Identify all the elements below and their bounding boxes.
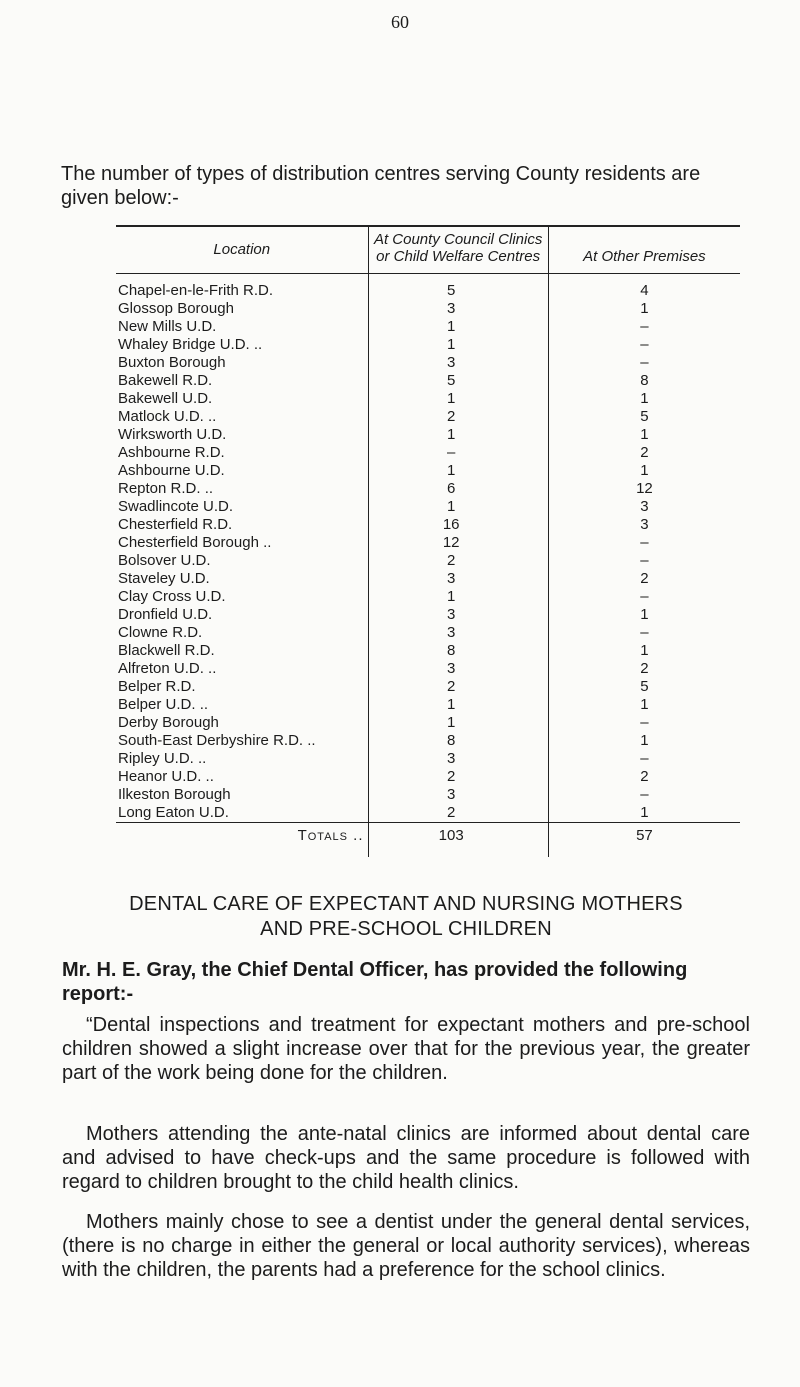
location-name: Dronfield U.D. [118, 606, 213, 623]
other-premises-count: 2 [640, 660, 649, 677]
county-council-count: 1 [368, 462, 548, 480]
other-premises-count: 1 [640, 732, 649, 749]
other-premises-count: – [640, 750, 649, 767]
table-row [116, 750, 740, 768]
county-council-count: 1 [368, 318, 548, 336]
location-cell [116, 570, 368, 588]
table-row [116, 516, 740, 534]
county-council-count: 1 [368, 426, 548, 444]
other-premises-count: – [640, 318, 649, 335]
header-location: Location [116, 226, 368, 274]
table-row [116, 372, 740, 390]
other-premises-count: 2 [640, 570, 649, 587]
location-cell [116, 714, 368, 732]
location-name: Whaley Bridge U.D. .. [118, 336, 263, 353]
page-number: 60 [391, 12, 409, 32]
location-cell [116, 606, 368, 624]
county-council-count: 16 [368, 516, 548, 534]
other-premises-count: 1 [640, 300, 649, 317]
county-council-count: 5 [368, 274, 548, 301]
other-premises-count: 4 [640, 282, 649, 299]
location-name: Ilkeston Borough [118, 786, 231, 803]
county-council-count: 3 [368, 624, 548, 642]
section-heading [62, 892, 750, 942]
location-name: Bolsover U.D. [118, 552, 211, 569]
location-name: Ashbourne R.D. [118, 444, 225, 461]
county-council-count: 6 [368, 480, 548, 498]
county-council-count: 8 [368, 732, 548, 750]
location-name: Chesterfield Borough .. [118, 534, 272, 551]
location-name: Buxton Borough [118, 354, 226, 371]
location-name: Clay Cross U.D. [118, 588, 226, 605]
county-council-count: 3 [368, 570, 548, 588]
county-council-count: 1 [368, 498, 548, 516]
county-council-count: 2 [368, 804, 548, 823]
location-cell [116, 372, 368, 390]
table-row [116, 642, 740, 660]
location-cell [116, 516, 368, 534]
county-council-count: 2 [368, 552, 548, 570]
county-council-count: 3 [368, 786, 548, 804]
location-cell [116, 318, 368, 336]
location-name: Blackwell R.D. [118, 642, 215, 659]
location-cell [116, 642, 368, 660]
location-name: Bakewell R.D. [118, 372, 213, 389]
location-cell [116, 732, 368, 750]
other-premises-count: 2 [640, 444, 649, 461]
header-other-premises: At Other Premises [548, 226, 740, 274]
location-name: Ripley U.D. .. [118, 750, 207, 767]
location-name: Bakewell U.D. [118, 390, 213, 407]
paragraph-1: “Dental inspections and treatment for expectant mothers and pre-school children showed a slight increase over that for the previous year, the greater part of the work being done for the children. [62, 1014, 750, 1084]
location-name: Staveley U.D. [118, 570, 210, 587]
heading-line-1: DENTAL CARE OF EXPECTANT AND NURSING MOTHERS [129, 893, 683, 915]
location-name: Ashbourne U.D. [118, 462, 225, 479]
location-name: Chapel-en-le-Frith R.D. [118, 282, 274, 299]
other-premises-count: 1 [640, 804, 649, 821]
county-council-count: 3 [368, 354, 548, 372]
header-county-council: At County Council Clinics or Child Welfare Centres [368, 226, 548, 274]
location-name: Alfreton U.D. .. [118, 660, 217, 677]
other-premises-count: 3 [640, 516, 649, 533]
county-council-count: 1 [368, 336, 548, 354]
other-premises-count: 1 [640, 642, 649, 659]
location-name: Wirksworth U.D. [118, 426, 227, 443]
location-name: New Mills U.D. [118, 318, 217, 335]
other-premises-count: – [640, 624, 649, 641]
location-cell [116, 678, 368, 696]
location-cell [116, 426, 368, 444]
county-council-count: 3 [368, 660, 548, 678]
other-premises-count: 1 [640, 390, 649, 407]
location-cell [116, 336, 368, 354]
location-cell [116, 444, 368, 462]
location-name: Belper U.D. .. [118, 696, 209, 713]
location-name: Matlock U.D. .. [118, 408, 217, 425]
table-row [116, 426, 740, 444]
other-premises-count: 12 [636, 480, 653, 497]
table-row [116, 714, 740, 732]
other-premises-count: – [640, 588, 649, 605]
table-row [116, 444, 740, 462]
other-premises-count: 1 [640, 696, 649, 713]
county-council-count: 5 [368, 372, 548, 390]
other-premises-count: 8 [640, 372, 649, 389]
other-premises-count: – [640, 786, 649, 803]
other-premises-count: 1 [640, 606, 649, 623]
other-premises-count: – [640, 552, 649, 569]
table-row [116, 318, 740, 336]
paragraph-2: Mothers attending the ante-natal clinics are informed about dental care and advised to have check-ups and the same procedure is followed with regard to children brought to the child health clinics. [62, 1123, 750, 1193]
totals-label: Totals .. [116, 823, 368, 858]
location-name: Glossop Borough [118, 300, 234, 317]
table-row [116, 552, 740, 570]
other-premises-count: – [640, 714, 649, 731]
other-premises-count: 2 [640, 768, 649, 785]
location-cell [116, 462, 368, 480]
county-council-count: 3 [368, 300, 548, 318]
table-row [116, 588, 740, 606]
other-premises-count: 3 [640, 498, 649, 515]
table-row [116, 534, 740, 552]
other-premises-count: 5 [640, 678, 649, 695]
other-premises-count: – [640, 336, 649, 353]
table-body [116, 274, 740, 858]
table-row [116, 786, 740, 804]
location-cell [116, 480, 368, 498]
location-name: South-East Derbyshire R.D. .. [118, 732, 316, 749]
location-cell [116, 354, 368, 372]
table-row [116, 768, 740, 786]
table-row [116, 300, 740, 318]
location-cell [116, 408, 368, 426]
location-cell [116, 534, 368, 552]
location-cell [116, 768, 368, 786]
table-row [116, 354, 740, 372]
county-council-count: 1 [368, 696, 548, 714]
table-row [116, 480, 740, 498]
location-name: Belper R.D. [118, 678, 196, 695]
county-council-count: 1 [368, 588, 548, 606]
table-row [116, 570, 740, 588]
location-name: Long Eaton U.D. [118, 804, 229, 821]
table-row [116, 498, 740, 516]
location-cell [116, 750, 368, 768]
county-council-count: 2 [368, 408, 548, 426]
location-cell [116, 498, 368, 516]
county-council-count: 2 [368, 678, 548, 696]
table-row [116, 732, 740, 750]
table-row [116, 660, 740, 678]
report-intro: Mr. H. E. Gray, the Chief Dental Officer, has provided the following report:- [62, 959, 688, 1005]
other-premises-count: 1 [640, 462, 649, 479]
county-council-count: 2 [368, 768, 548, 786]
table-row [116, 390, 740, 408]
other-premises-count: – [640, 534, 649, 551]
location-name: Chesterfield R.D. [118, 516, 233, 533]
county-council-count: 1 [368, 390, 548, 408]
location-cell [116, 786, 368, 804]
location-cell [116, 660, 368, 678]
distribution-centres-table [116, 225, 740, 857]
location-name: Heanor U.D. .. [118, 768, 214, 785]
table-row [116, 408, 740, 426]
table-row [116, 804, 740, 823]
other-premises-count: 1 [640, 426, 649, 443]
table-row [116, 336, 740, 354]
location-name: Swadlincote U.D. [118, 498, 234, 515]
totals-county-council: 103 [368, 823, 548, 858]
paragraph-3: Mothers mainly chose to see a dentist under the general dental services, (there is no charge in either the general or local authority services), whereas with the children, the parents had a preference for the school clinics. [62, 1211, 750, 1281]
location-cell [116, 696, 368, 714]
table-row [116, 624, 740, 642]
other-premises-count: 5 [640, 408, 649, 425]
table-row [116, 678, 740, 696]
county-council-count: 3 [368, 750, 548, 768]
county-council-count: 3 [368, 606, 548, 624]
table-row [116, 462, 740, 480]
location-cell [116, 588, 368, 606]
table-row [116, 696, 740, 714]
location-cell [116, 624, 368, 642]
county-council-count: 8 [368, 642, 548, 660]
totals-other-premises: 57 [548, 823, 740, 858]
heading-line-2: AND PRE-SCHOOL CHILDREN [260, 918, 552, 940]
location-cell [116, 804, 368, 823]
county-council-count: 12 [368, 534, 548, 552]
location-cell [116, 552, 368, 570]
location-name: Derby Borough [118, 714, 219, 731]
other-premises-count: – [640, 354, 649, 371]
table-row [116, 274, 740, 301]
table-row [116, 606, 740, 624]
location-cell [116, 274, 368, 301]
totals-row [116, 823, 740, 858]
location-cell [116, 300, 368, 318]
location-name: Clowne R.D. [118, 624, 203, 641]
intro-text: The number of types of distribution centres serving County residents are given below:- [61, 163, 701, 209]
location-cell [116, 390, 368, 408]
county-council-count: – [368, 444, 548, 462]
location-name: Repton R.D. .. [118, 480, 214, 497]
county-council-count: 1 [368, 714, 548, 732]
